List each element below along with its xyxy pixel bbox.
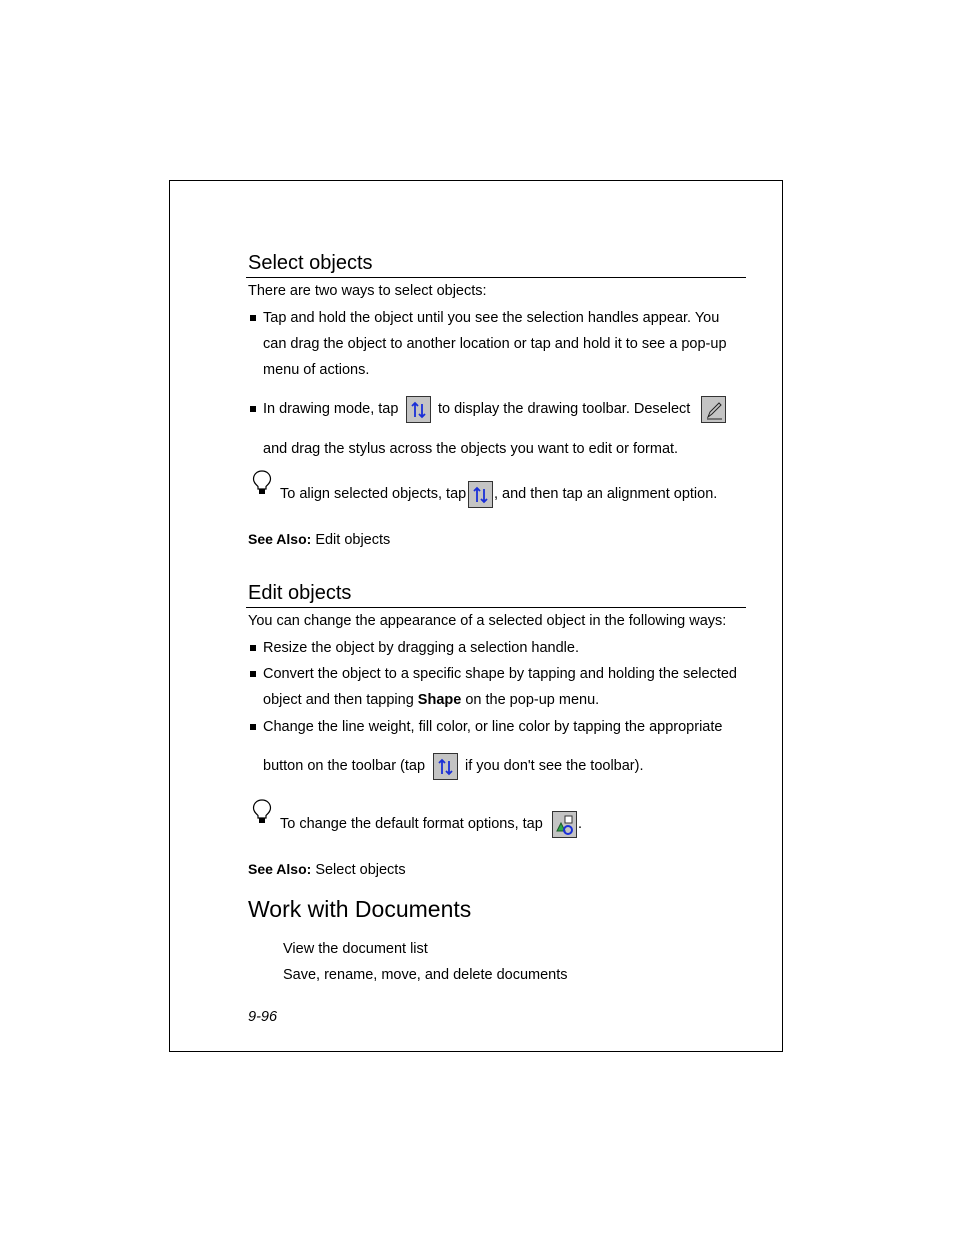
select-bullet2-part2: to display the drawing toolbar. Deselect [438, 401, 691, 417]
edit-bullet3-line2-post: if you don't see the toolbar). [465, 758, 644, 774]
drawing-toolbar-icon [433, 753, 458, 780]
select-tip-part2: , and then tap an alignment option. [494, 486, 718, 502]
heading-rule [246, 607, 746, 608]
select-bullet1-line2: can drag the object to another location or tap and hold it to see a pop-up [263, 336, 727, 352]
edit-tip-part1: To change the default format options, tap [280, 816, 543, 832]
heading-select-objects: Select objects [248, 252, 373, 274]
see-also-label: See Also: [248, 531, 312, 547]
bullet-marker [250, 315, 256, 321]
lightbulb-icon [252, 470, 272, 496]
select-bullet1-line3: menu of actions. [263, 362, 370, 378]
select-bullet2-line2: and drag the stylus across the objects you want to edit or format. [263, 441, 679, 457]
shape-menu-term: Shape [417, 692, 462, 708]
edit-bullet3-line1: Change the line weight, fill color, or line color by tapping the appropriate [263, 719, 723, 735]
bullet-marker [250, 724, 256, 730]
format-options-icon [552, 811, 577, 838]
see-also-link-edit-objects[interactable]: Edit objects [315, 532, 391, 548]
edit-bullet3-line2-pre: button on the toolbar (tap [263, 758, 426, 774]
select-tip-part1: To align selected objects, tap [280, 486, 467, 502]
edit-bullet2-line2-post: on the pop-up menu. [465, 692, 600, 708]
bullet-marker [250, 671, 256, 677]
pen-icon [701, 396, 726, 423]
see-also-link-select-objects[interactable]: Select objects [315, 862, 406, 878]
see-also-label: See Also: [248, 861, 312, 877]
select-intro: There are two ways to select objects: [248, 283, 487, 299]
page-number: 9-96 [248, 1009, 278, 1025]
select-bullet2-part1: In drawing mode, tap [263, 401, 399, 417]
heading-work-with-documents: Work with Documents [248, 896, 472, 922]
heading-rule [246, 277, 746, 278]
drawing-toolbar-icon [406, 396, 431, 423]
edit-bullet2-line1: Convert the object to a specific shape by tapping and holding the selected [263, 666, 737, 682]
select-bullet1-line1: Tap and hold the object until you see the selection handles appear. You [263, 310, 720, 326]
edit-bullet1: Resize the object by dragging a selection handle. [263, 640, 579, 656]
link-view-document-list[interactable]: View the document list [283, 941, 428, 957]
bullet-marker [250, 406, 256, 412]
edit-bullet2-line2-pre: object and then tapping [263, 692, 414, 708]
lightbulb-icon [252, 799, 272, 825]
heading-edit-objects: Edit objects [248, 582, 352, 604]
edit-tip-part2: . [578, 816, 583, 832]
drawing-toolbar-icon [468, 481, 493, 508]
link-save-rename-move-delete[interactable]: Save, rename, move, and delete documents [283, 967, 568, 983]
bullet-marker [250, 645, 256, 651]
edit-intro: You can change the appearance of a selected object in the following ways: [248, 613, 727, 629]
